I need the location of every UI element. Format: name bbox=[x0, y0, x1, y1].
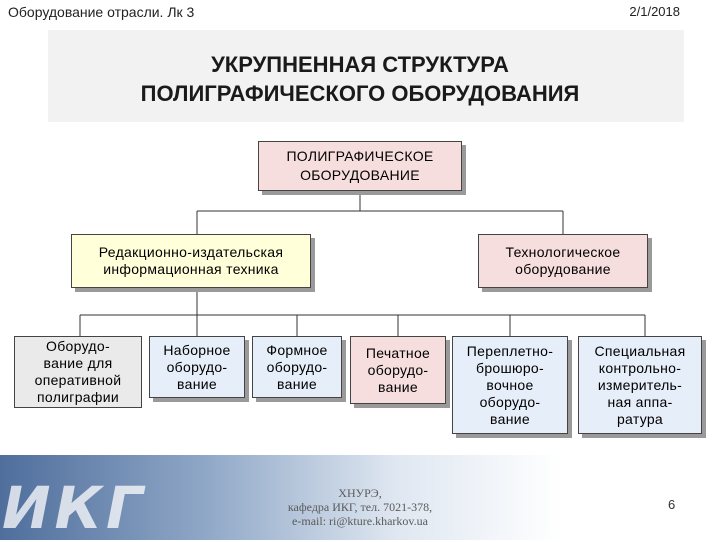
typesetting-box: Наборное оборудо- вание bbox=[149, 336, 245, 398]
plate-box: Формное оборудо- вание bbox=[252, 336, 342, 398]
control-box: Специальная контрольно- измеритель- ная аппа- ратура bbox=[578, 336, 702, 434]
slide-date: 2/1/2018 bbox=[629, 4, 680, 19]
operative-box: Оборудо- вание для оперативной полиграфии bbox=[14, 336, 142, 408]
page-number: 6 bbox=[668, 497, 676, 512]
title-line-1: УКРУПНЕННАЯ СТРУКТУРА bbox=[211, 52, 509, 77]
title-line-2: ПОЛИГРАФИЧЕСКОГО ОБОРУДОВАНИЯ bbox=[140, 81, 580, 106]
root-box: ПОЛИГРАФИЧЕСКОЕ ОБОРУДОВАНИЕ bbox=[258, 141, 462, 191]
technological-box: Технологическое оборудование bbox=[478, 234, 648, 288]
printing-box: Печатное оборудо- вание bbox=[350, 336, 446, 404]
editorial-box: Редакционно-издательская информационная техника bbox=[71, 234, 311, 288]
binding-box: Переплетно- брошюро- вочное оборудо- вание bbox=[452, 336, 568, 434]
department-contacts: ХНУРЭ, кафедра ИКГ, тел. 7021-378, e-mail: ri@kture.kharkov.ua bbox=[287, 486, 433, 528]
course-title: Оборудование отрасли. Лк 3 bbox=[8, 4, 195, 20]
department-logo: ИКГ bbox=[2, 474, 147, 542]
